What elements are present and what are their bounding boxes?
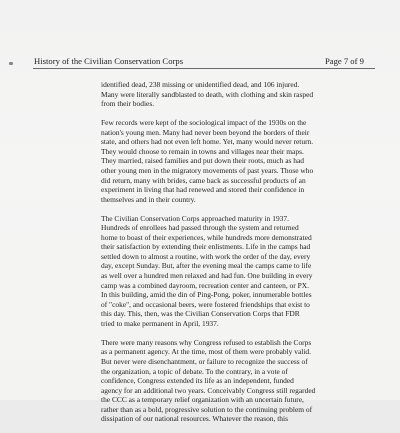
text-line: Few records were kept of the sociological impact of the 1930s on the (101, 118, 307, 128)
text-line: identified dead, 238 missing or unidentified dead, and 106 injured. (101, 80, 300, 89)
header-divider (33, 68, 375, 69)
text-line: from their bodies. (101, 99, 155, 109)
document-body (101, 80, 329, 433)
text-line: as a permanent agency. At the time, most of them were probably valid. (101, 347, 311, 357)
text-line: settled down to almost a routine, with work the order of the day, every (101, 251, 311, 261)
running-header-title: History of the Civilian Conservation Corps (34, 56, 184, 66)
text-line: They married, raised families and put down their roots, much as had (101, 156, 305, 166)
text-line: as well over a hundred men relaxed and had fun. One building in every (101, 271, 313, 281)
paragraph (101, 80, 329, 109)
text-line: Many were literally sandblasted to death, with clothing and skin rasped (101, 89, 314, 99)
page-number: Page 7 of 9 (325, 56, 364, 66)
text-line: this day. This, then, was the Civilian Conservation Corps that FDR (101, 309, 300, 319)
text-line: day, except Sunday. But, after the evening meal the camps came to life (101, 261, 312, 271)
text-line: tried to make permanent in April, 1937. (101, 318, 219, 328)
text-line: home to boast of their experiences, while hundreds more demonstrated (101, 232, 312, 242)
text-line: other young men in the migratory movements of past years. Those who (101, 165, 314, 175)
paragraph (101, 338, 329, 424)
text-line: rather than as a bold, progressive solution to the continuing problem of (101, 404, 313, 414)
text-line: of "coke", and occasional beers, were fostered friendships that exist to (101, 299, 310, 309)
text-line: the organization, a topic of debate. To the contrary, in a vote of (101, 366, 288, 376)
text-line: They would choose to remain in towns and villages near their maps. (101, 146, 304, 156)
text-line: But never were disenchantment, or failure to recognize the success of (101, 357, 308, 366)
text-line: nation's young men. Many had never been beyond the borders of their (101, 127, 310, 137)
text-line: dissipation of our national resources. Whatever the reason, this (101, 414, 288, 424)
text-line: themselves and in their country. (101, 194, 196, 204)
text-line: their satisfaction by extending their enlistments. Life in the camps had (101, 242, 311, 252)
text-line: Hundreds of enrollees had passed through the system and returned (101, 223, 299, 233)
text-line: state, and others had not even left home. Yet, many would never return. (101, 137, 314, 147)
paragraph (101, 118, 329, 204)
margin-mark (9, 62, 13, 65)
text-line: did return, many with brides, came back as successful products of an (101, 175, 306, 185)
text-line: experiment in living that had renewed and stored their confidence in (101, 185, 305, 195)
text-line: the CCC as a temporary relief organization with an uncertain future, (101, 395, 304, 405)
text-line: There were many reasons why Congress refused to establish the Corps (101, 337, 312, 347)
paragraph (101, 214, 329, 329)
text-line: confidence, Congress extended its life as an independent, funded (101, 376, 294, 386)
text-line: camp was a combined dayroom, recreation center and canteen, or PX. (101, 280, 309, 290)
text-line: The Civilian Conservation Corps approached maturity in 1937. (101, 213, 289, 223)
text-line: In this building, amid the din of Ping-Pong, poker, innumerable bottles (101, 290, 312, 300)
text-line: agency for an additional two years. Conceivably Congress still regarded (101, 385, 316, 395)
